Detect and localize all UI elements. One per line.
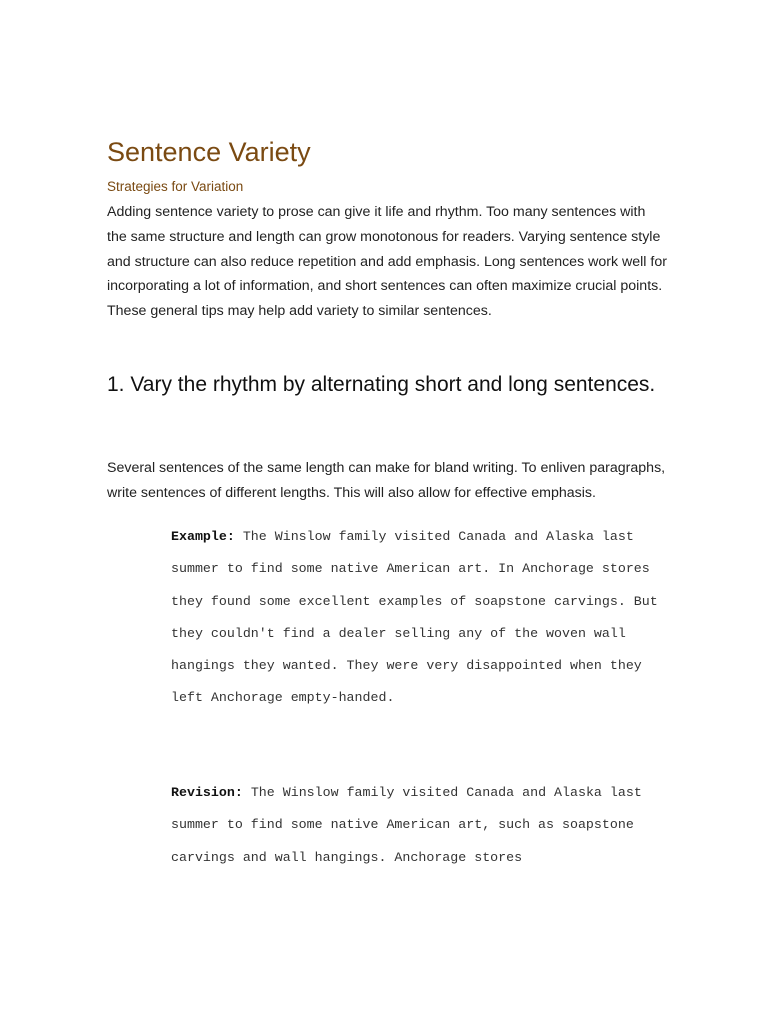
revision-text: The Winslow family visited Canada and Alaska last summer to find some native American art, such as soapstone carvings and wall hangings. Anchorage stores bbox=[171, 785, 642, 865]
example-text: The Winslow family visited Canada and Alaska last summer to find some native American art. In Anchorage stores they found some excellent examples of soapstone carvings. But they couldn't find a dealer selling any of the woven wall hangings they wanted. They were very disappointed when they left Anchorage empty-handed. bbox=[171, 529, 658, 706]
section-paragraph: Several sentences of the same length can make for bland writing. To enliven paragraphs, write sentences of different lengths. This will also allow for effective emphasis. bbox=[107, 460, 666, 501]
page-title: Sentence Variety bbox=[107, 137, 311, 167]
page-subtitle: Strategies for Variation bbox=[107, 179, 244, 194]
example-block bbox=[171, 521, 671, 715]
revision-block bbox=[171, 777, 671, 874]
revision-label: Revision: bbox=[171, 785, 243, 800]
section-heading: 1. Vary the rhythm by alternating short and long sentences. bbox=[107, 373, 656, 396]
example-label: Example: bbox=[171, 529, 235, 544]
intro-paragraph: Adding sentence variety to prose can give it life and rhythm. Too many sentences with the same structure and length can grow monotonous for readers. Varying sentence style and structure can also reduce repetition and add emphasis. Long sentences work well for incorporating a lot of information, and short sentences can often maximize crucial points. These general tips may help add variety to similar sentences. bbox=[107, 204, 667, 320]
